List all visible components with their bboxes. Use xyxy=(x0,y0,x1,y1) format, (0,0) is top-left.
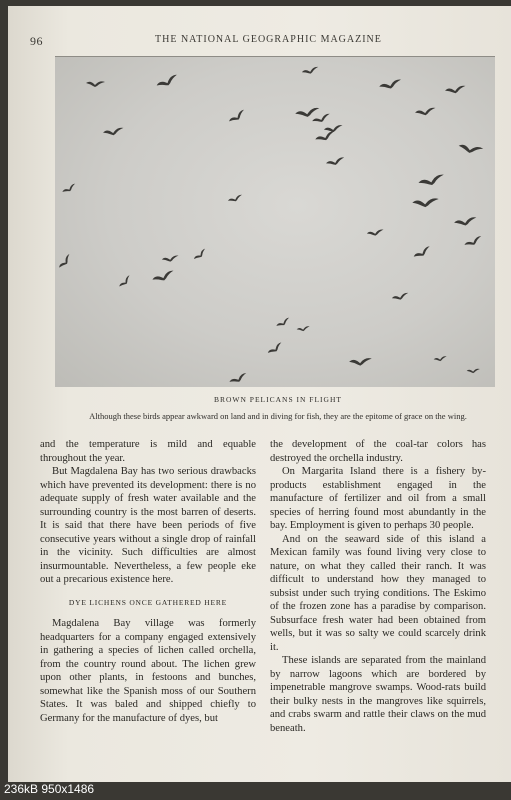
paragraph: On Margarita Island there is a fishery by-products establishment engaged in the manufacture of fertilizer and oil from a small species of herring found most abundantly in the bay. Employment is given to perhaps 30 people. xyxy=(270,466,486,531)
caption-title: BROWN PELICANS IN FLIGHT xyxy=(214,395,342,404)
left-column xyxy=(40,438,256,725)
right-column xyxy=(270,438,486,735)
paragraph: Magdalena Bay village was formerly headquarters for a company engaged extensively in gathering a species of lichen called orchella, from the country round about. The lichen grew upon other plants, in festoons and bunches, somewhat like the Spanish moss of our Southern States. It was baled and shipped chiefly to Germany for the manufacture of dyes, but xyxy=(40,618,256,724)
paragraph: the development of the coal-tar colors has destroyed the orchella industry. xyxy=(270,439,486,464)
page-number: 96 xyxy=(30,34,43,48)
pelicans-illustration xyxy=(55,57,495,387)
paragraph: But Magdalena Bay has two serious drawbacks which have prevented its development: there is no adequate supply of fresh water available and the surrounding country is the most barren of deserts. It is said that there have been periods of five consecutive years without a single drop of rainfall in the vicinity. Such difficulties are almost insurmountable. Nevertheless, a few people eke out a precarious existence here. xyxy=(40,466,256,585)
paragraph: And on the seaward side of this island a Mexican family was found living very close to nature, on what they called their ranch. It was difficult to understand how they managed to subsist under such trying conditions. The Eskimo of the frozen zone has a paradise by comparison. Subsurface fresh water had been obtained from wells, but it was so salty we could scarcely drink it. xyxy=(270,533,486,653)
pelicans-photo xyxy=(55,56,495,387)
paragraph: and the temperature is mild and equable throughout the year. xyxy=(40,439,256,464)
magazine-page xyxy=(8,6,511,782)
running-head: THE NATIONAL GEOGRAPHIC MAGAZINE xyxy=(155,34,382,45)
paragraph: These islands are separated from the mainland by narrow lagoons which are bordered by impenetrable mangrove swamps. Wood-rats build their bulky nests in the mangroves like squirrels, and crabs swarm and rattle their claws on the mud beneath. xyxy=(270,655,486,734)
section-subhead: DYE LICHENS ONCE GATHERED HERE xyxy=(68,597,228,607)
caption-text: Although these birds appear awkward on land and in diving for fish, they are the epitome of grace on the wing. xyxy=(89,411,467,421)
image-size-watermark: 236kB 950x1486 xyxy=(4,782,95,796)
